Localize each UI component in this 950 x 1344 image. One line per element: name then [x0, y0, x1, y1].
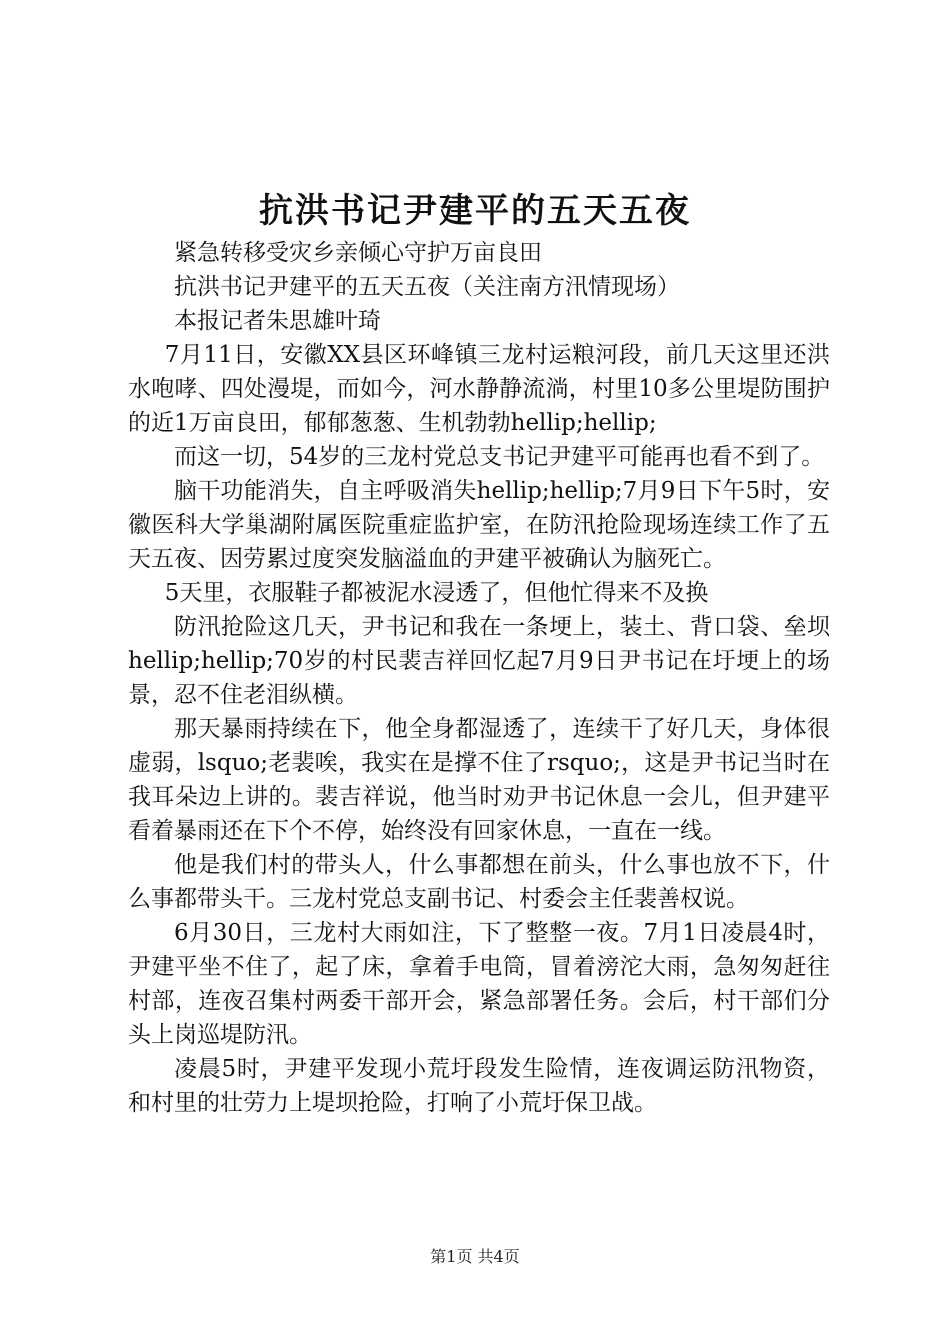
paragraph-subtitle: 紧急转移受灾乡亲倾心守护万亩良田	[174, 240, 542, 266]
paragraph: 那天暴雨持续在下，他全身都湿透了，连续干了好几天，身体很虚弱，lsquo;老裴唉，我实在是撑不住了rsquo;，这是尹书记当时在我耳朵边上讲的。裴吉祥说，他当时劝尹书记休息一会儿，但尹建平看着暴雨还在下个不停，始终没有回家休息，一直在一线。	[128, 716, 830, 844]
paragraph: 凌晨5时，尹建平发现小荒圩段发生险情，连夜调运防汛物资，和村里的壮劳力上堤坝抢险，打响了小荒圩保卫战。	[128, 1056, 830, 1116]
paragraph: 而这一切，54岁的三龙村党总支书记尹建平可能再也看不到了。	[174, 444, 825, 470]
paragraph-section-heading: 5天里，衣服鞋子都被泥水浸透了，但他忙得来不及换	[164, 580, 709, 606]
paragraph: 他是我们村的带头人，什么事都想在前头，什么事也放不下，什么事都带头干。三龙村党总支副书记、村委会主任裴善权说。	[128, 852, 830, 912]
paragraph-headline: 抗洪书记尹建平的五天五夜（关注南方汛情现场）	[174, 274, 680, 300]
paragraph-byline: 本报记者朱思雄叶琦	[174, 308, 381, 334]
paragraph: 脑干功能消失，自主呼吸消失hellip;hellip;7月9日下午5时，安徽医科大学巢湖附属医院重症监护室，在防汛抢险现场连续工作了五天五夜、因劳累过度突发脑溢血的尹建平被确认为脑死亡。	[128, 478, 830, 572]
document-title: 抗洪书记尹建平的五天五夜	[259, 191, 691, 231]
paragraph: 6月30日，三龙村大雨如注，下了整整一夜。7月1日凌晨4时，尹建平坐不住了，起了床，拿着手电筒，冒着滂沱大雨，急匆匆赶往村部，连夜召集村两委干部开会，紧急部署任务。会后，村干部们分头上岗巡堤防汛。	[128, 920, 830, 1048]
paragraph: 防汛抢险这几天，尹书记和我在一条埂上，装土、背口袋、垒坝hellip;hellip;70岁的村民裴吉祥回忆起7月9日尹书记在圩埂上的场景，忍不住老泪纵横。	[128, 614, 830, 708]
page-number: 第1页 共4页	[430, 1247, 520, 1266]
document-body	[128, 236, 830, 1120]
paragraph: 7月11日，安徽XX县区环峰镇三龙村运粮河段，前几天这里还洪水咆哮、四处漫堤，而如今，河水静静流淌，村里10多公里堤防围护的近1万亩良田，郁郁葱葱、生机勃勃hellip;hellip;	[128, 342, 830, 436]
